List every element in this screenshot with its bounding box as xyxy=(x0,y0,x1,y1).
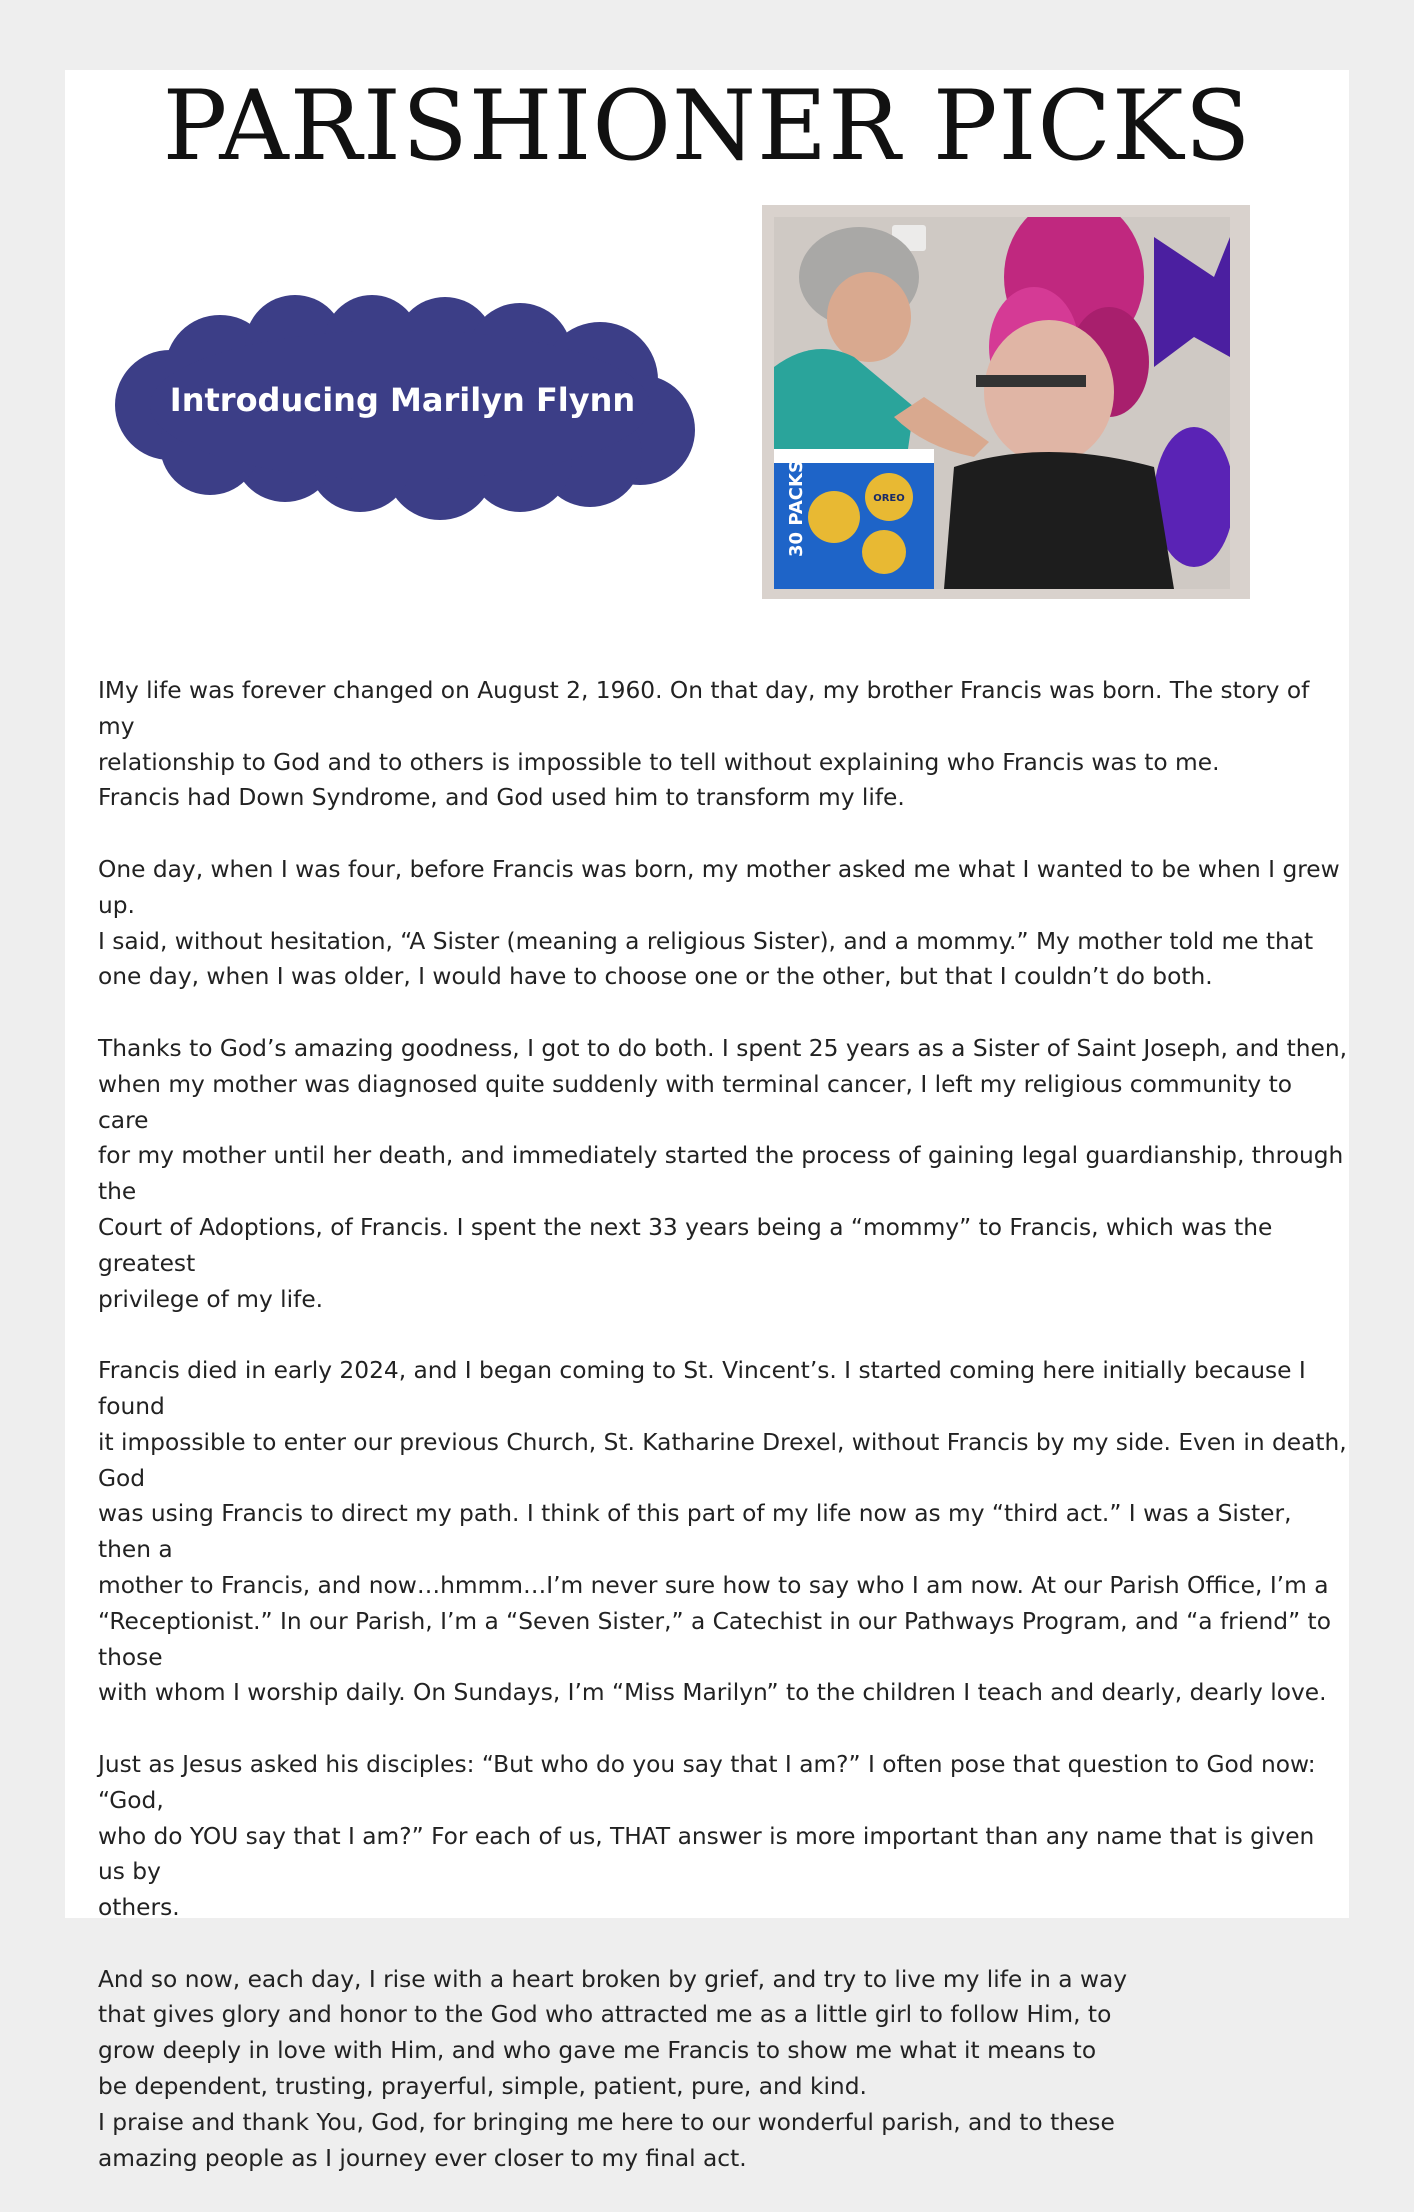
photo-frame xyxy=(762,205,1250,599)
article-body xyxy=(98,673,1348,2212)
paragraph-2: One day, when I was four, before Francis was born, my mother asked me what I wanted to be when I grew up. I said, without hesitation, “A Sister (meaning a religious Sister), and a mommy.” My mother told me that one day, when I was older, I would have to choose one or the other, but that I couldn’t do both. xyxy=(98,855,1340,991)
photo-illustration xyxy=(774,217,1230,589)
paragraph-6: And so now, each day, I rise with a heart broken by grief, and try to live my life in a way that gives glory and honor to the God who attracted me as a little girl to follow Him, to grow deeply in love with Him, and who gave me Francis to show me what it means to be dependent, trusting, prayerful, simple, patient, pure, and kind. I praise and thank You, God, for bringing me here to our wonderful parish, and to these amazing people as I journey ever closer to my final act. xyxy=(98,1965,1128,2172)
paragraph-1: IMy life was forever changed on August 2, 1960. On that day, my brother Francis was born. The story of my relationship to God and to others is impossible to tell without explaining who Francis was to me. Francis had Down Syndrome, and God used him to transform my life. xyxy=(98,677,1310,812)
box-brand: OREO xyxy=(873,493,905,504)
photo-marilyn-and-francis xyxy=(774,217,1230,589)
page-title: PARISHIONER PICKS xyxy=(162,70,1252,182)
paragraph-4: Francis died in early 2024, and I began coming to St. Vincent’s. I started coming here initially because I found it impossible to enter our previous Church, St. Katharine Drexel, without Francis by my side. Even in death, God was using Francis to direct my path. I think of this part of my life now as my “third act.” I was a Sister, then a mother to Francis, and now…hmmm…I’m never sure how to say who I am now. At our Parish Office, I’m a “Receptionist.” In our Parish, I’m a “Seven Sister,” a Catechist in our Pathways Program, and “a friend” to those with whom I worship daily. On Sundays, I’m “Miss Marilyn” to the children I teach and dearly, dearly love. xyxy=(98,1357,1347,1707)
paragraph-3: Thanks to God’s amazing goodness, I got to do both. I spent 25 years as a Sister of Saint Joseph, and then, when my mother was diagnosed quite suddenly with terminal cancer, I left my religious community to care for my mother until her death, and immediately started the process of gaining legal guardianship, through the Court of Adoptions, of Francis. I spent the next 33 years being a “mommy” to Francis, which was the greatest privilege of my life. xyxy=(98,1034,1347,1313)
paragraph-5: Just as Jesus asked his disciples: “But who do you say that I am?” I often pose that question to God now: “God, who do YOU say that I am?” For each of us, THAT answer is more important than any name that is given us by others. xyxy=(98,1750,1316,1922)
box-label: 30 PACKS xyxy=(786,460,807,557)
intro-banner-cloud xyxy=(100,285,705,520)
intro-banner-text: Introducing Marilyn Flynn xyxy=(169,381,636,419)
